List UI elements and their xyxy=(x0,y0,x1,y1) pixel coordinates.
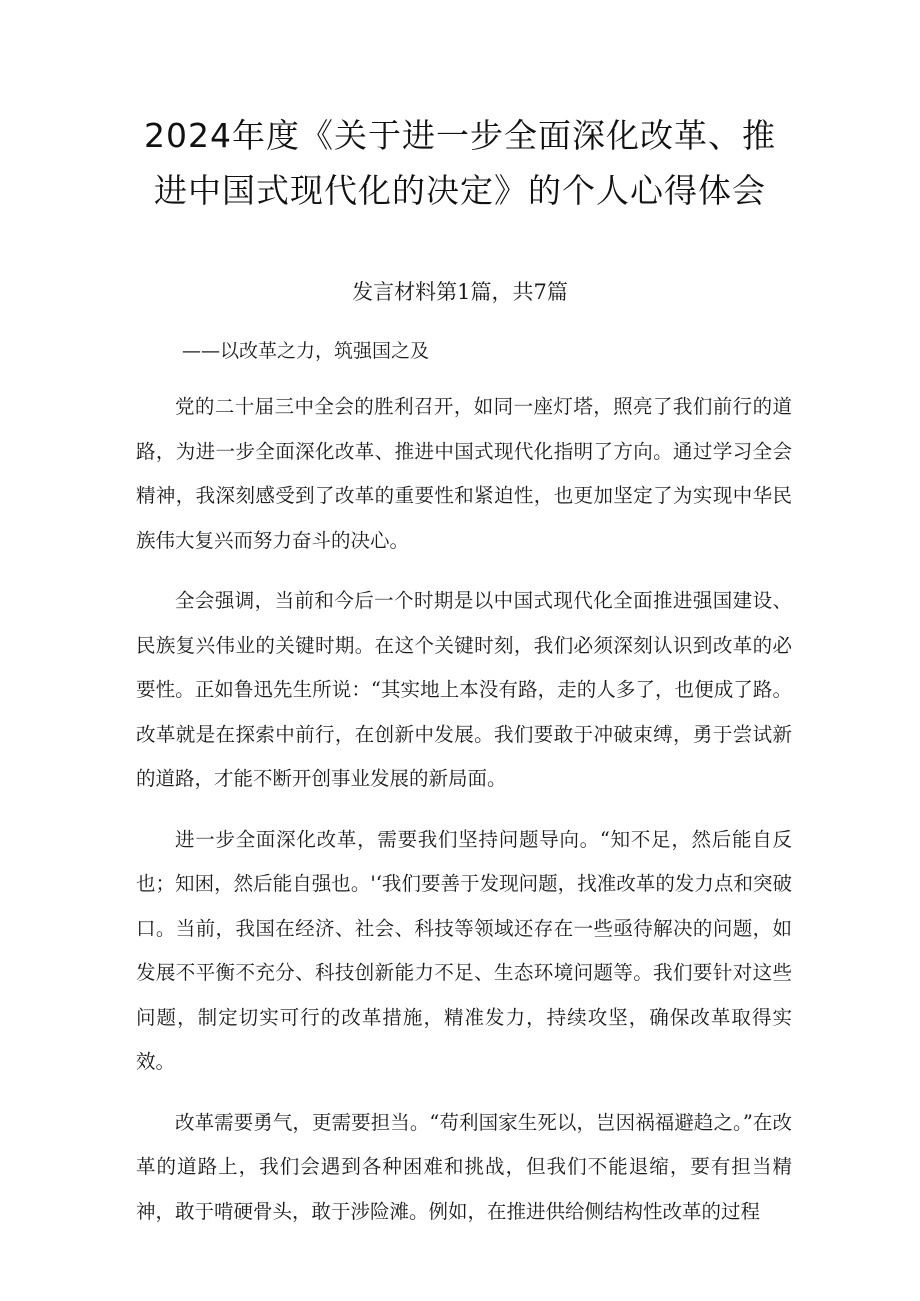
paragraph: 进一步全面深化改革，需要我们坚持问题导向。“知不足，然后能自反也；知困，然后能自强也。'‘我们要善于发现问题，找准改革的发力点和突破口。当前，我国在经济、社会、科技等领域还存在一些亟待解决的问题，如发展不平衡不充分、科技创新能力不足、生态环境问题等。我们要针对这些问题，制定切实可行的改革措施，精准发力，持续攻坚，确保改革取得实效。 xyxy=(136,827,792,1073)
document-subtitle: 发言材料第1篇，共7篇 xyxy=(352,280,568,304)
paragraph: 改革需要勇气，更需要担当。“苟利国家生死以，岂因祸福避趋之。”在改革的道路上，我们会遇到各种困难和挑战，但我们不能退缩，要有担当精神，敢于啃硬骨头，敢于涉险滩。例如，在推进供给侧结构性改革的过程 xyxy=(136,1110,792,1223)
paragraph: 党的二十届三中全会的胜利召开，如同一座灯塔，照亮了我们前行的道路，为进一步全面深化改革、推进中国式现代化指明了方向。通过学习全会精神，我深刻感受到了改革的重要性和紧迫性，也更加坚定了为实现中华民族伟大复兴而努力奋斗的决心。 xyxy=(136,395,792,552)
paragraph: 全会强调，当前和今后一个时期是以中国式现代化全面推进强国建设、民族复兴伟业的关键时期。在这个关键时刻，我们必须深刻认识到改革的必要性。正如鲁迅先生所说：“其实地上本没有路，走的人多了，也便成了路。改革就是在探索中前行，在创新中发展。我们要敢于冲破束缚，勇于尝试新的道路，才能不断开创事业发展的新局面。 xyxy=(136,589,792,790)
document-title: 2024年度《关于进一步全面深化改革、推进中国式现代化的决定》的个人心得体会 xyxy=(144,116,776,210)
document-body xyxy=(136,385,792,1250)
document-tagline: ——以改革之力，筑强国之及 xyxy=(182,340,430,362)
